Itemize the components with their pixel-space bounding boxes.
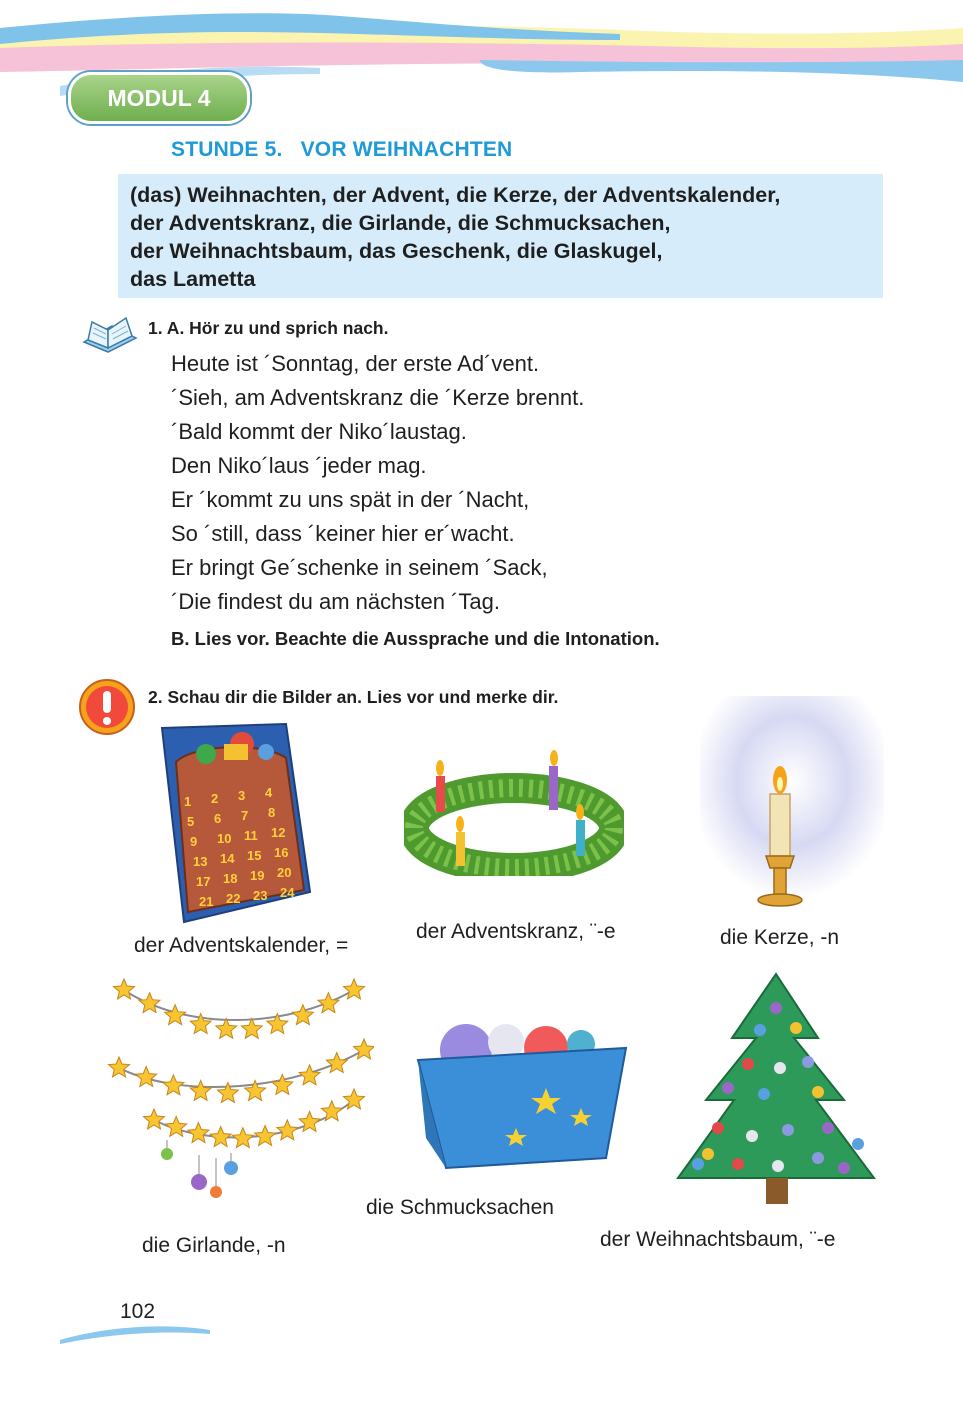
vocabulary-line: der Adventskranz, die Girlande, die Schmucksachen, [130,211,671,235]
calendar-day-number: 10 [217,831,232,846]
calendar-day-number: 5 [187,814,195,829]
garland-star [139,993,160,1013]
calendar-day-number: 8 [268,805,276,820]
garland-star [144,1109,165,1129]
calendar-day-number: 18 [223,871,238,886]
garland-star [255,1126,276,1146]
tree-ornament-ball [722,1082,734,1094]
calendar-day-number: 13 [193,854,208,869]
christmas-tree-image [668,968,884,1214]
poem-line: ´Sieh, am Adventskranz die ´Kerze brennt. [171,385,585,410]
garland-star [165,1005,186,1025]
calendar-day-number: 20 [277,865,292,880]
tree-ornament-ball [774,1062,786,1074]
tree-ornament-ball [758,1088,770,1100]
poem [171,347,584,619]
tree-ornament-ball [732,1158,744,1170]
garland-star [267,1014,288,1034]
task1-heading: 1. A. Hör zu und sprich nach. [148,318,389,338]
calendar-day-number: 2 [211,791,219,806]
task2-heading: 2. Schau dir die Bilder an. Lies vor und merke dir. [148,687,559,707]
garland-star [114,979,135,999]
calendar-day-number: 17 [196,874,211,889]
tree-ornament-ball [772,1160,784,1172]
tree-ornament-ball [702,1148,714,1160]
tree-ornament-ball [822,1122,834,1134]
advent-calendar-image [154,722,314,926]
candle-image [700,696,884,910]
garland-star [318,993,339,1013]
tree-ornament-ball [812,1086,824,1098]
caption-calendar: der Adventskalender, = [134,934,349,957]
caption-tree: der Weihnachtsbaum, ¨-e [600,1228,836,1251]
calendar-day-number: 16 [274,845,289,860]
calendar-day-number: 14 [220,851,235,866]
calendar-day-number: 15 [247,848,262,863]
lesson-title: STUNDE 5. VOR WEIHNACHTEN [171,138,513,161]
tree-ornament-ball [838,1162,850,1174]
tree-ornament-ball [852,1138,864,1150]
task1-part-b: B. Lies vor. Beachte die Aussprache und die Intonation. [171,628,660,649]
exclamation-icon [78,678,136,736]
calendar-day-number: 22 [226,891,241,906]
calendar-day-number: 6 [214,811,222,826]
calendar-day-number: 19 [250,868,265,883]
garland-star [277,1120,298,1140]
advent-wreath-image [404,736,624,876]
calendar-day-number: 24 [280,885,295,900]
calendar-day-number: 21 [199,894,214,909]
calendar-day-number: 12 [271,825,286,840]
poem-line: Er bringt Ge´schenke in seinem ´Sack, [171,555,548,580]
footer-wave [60,1322,220,1346]
tree-ornament-ball [790,1022,802,1034]
caption-garland: die Girlande, -n [142,1234,286,1257]
caption-candle: die Kerze, -n [720,926,840,949]
garland-star [216,1018,237,1038]
vocabulary-line: (das) Weihnachten, der Advent, die Kerze, der Adventskalender, [130,183,781,207]
garland-star [241,1018,262,1038]
tree-ornament-ball [802,1056,814,1068]
poem-line: So ´still, dass ´keiner hier er´wacht. [171,521,515,546]
garland-star [344,979,365,999]
module-badge: MODUL 4 [68,72,250,124]
poem-line: ´Bald kommt der Niko´laustag. [171,419,467,444]
garland-star [166,1116,187,1136]
ornaments-box-image [406,1008,636,1182]
garland-star [190,1080,211,1100]
poem-line: ´Die findest du am nächsten ´Tag. [171,589,500,614]
garland-image [104,970,374,1202]
calendar-day-number: 9 [190,834,198,849]
garland-star [210,1127,231,1147]
tree-ornament-ball [712,1122,724,1134]
vocabulary-line: das Lametta [130,267,256,291]
calendar-day-number: 7 [241,808,249,823]
caption-ornaments: die Schmucksachen [366,1196,554,1219]
poem-line: Heute ist ´Sonntag, der erste Ad´vent. [171,351,540,376]
tree-ornament-ball [812,1152,824,1164]
garland-star [188,1123,209,1143]
calendar-day-number: 1 [184,794,192,809]
tree-ornament-ball [782,1124,794,1136]
calendar-day-number: 23 [253,888,268,903]
vocabulary-line: der Weihnachtsbaum, das Geschenk, die Glaskugel, [130,239,663,263]
poem-line: Den Niko´laus ´jeder mag. [171,453,427,478]
garland-star [354,1039,375,1059]
garland-star [292,1005,313,1025]
calendar-day-number: 4 [265,785,273,800]
tree-ornament-ball [692,1158,704,1170]
tree-ornament-ball [746,1130,758,1142]
page-number: 102 [120,1300,156,1323]
tree-ornament-ball [770,1002,782,1014]
garland-star [299,1111,320,1131]
garland-star [232,1128,253,1148]
calendar-day-number: 11 [244,828,258,843]
open-book-icon [80,312,140,360]
caption-wreath: der Adventskranz, ¨-e [416,920,616,943]
vocabulary-box [118,174,883,298]
garland-star [136,1067,157,1087]
poem-line: Er ´kommt zu uns spät in der ´Nacht, [171,487,530,512]
garland-star [163,1075,184,1095]
tree-ornament-ball [742,1058,754,1070]
garland-star [109,1057,130,1077]
calendar-day-number: 3 [238,788,246,803]
tree-ornament-ball [754,1024,766,1036]
garland-star [299,1065,320,1085]
garland-star [326,1053,347,1073]
